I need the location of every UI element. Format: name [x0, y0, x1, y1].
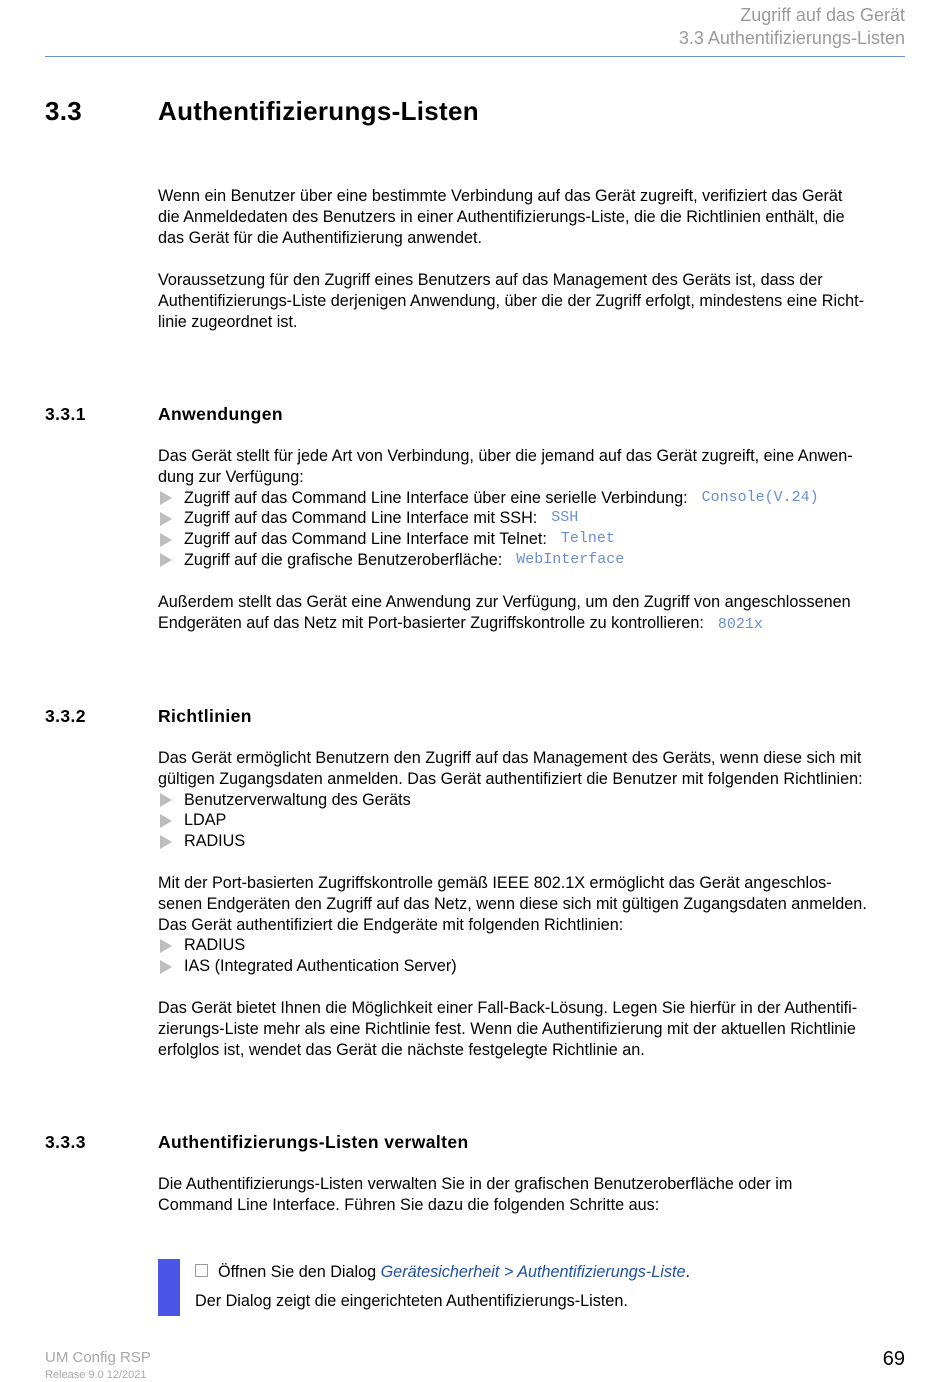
subsection-title: Anwendungen: [158, 404, 283, 424]
list-item-text: LDAP: [184, 811, 227, 830]
page-number: 69: [882, 1348, 905, 1370]
bullet-triangle-icon: [160, 814, 172, 828]
text-line: [158, 613, 908, 636]
subsection-title: Authentifizierungs-Listen verwalten: [158, 1132, 469, 1152]
text-line: die Anmeldedaten des Benutzers in einer Authentifizierungs-Liste, die die Richtlinien enthält, die: [158, 207, 845, 226]
policies-block: [158, 748, 908, 852]
list-item: [158, 508, 908, 529]
section-title: Authentifizierungs-Listen: [158, 96, 479, 126]
ieee-8021x-block: [158, 873, 908, 977]
step-text: Öffnen Sie den Dialog: [218, 1263, 377, 1281]
code-value: Telnet: [560, 530, 615, 548]
list-item-text: Benutzerverwaltung des Geräts: [184, 790, 411, 809]
list-item-text: Zugriff auf das Command Line Interface mit SSH:: [184, 509, 538, 528]
list-item: [158, 550, 908, 571]
bullet-triangle-icon: [160, 960, 172, 974]
text-line: Das Gerät bietet Ihnen die Möglichkeit einer Fall-Back-Lösung. Legen Sie hierfür in der Authentifi-: [158, 999, 858, 1017]
code-value: 8021x: [717, 615, 763, 633]
list-item-text: IAS (Integrated Authentication Server): [184, 957, 457, 976]
text-line: zierungs-Liste mehr als eine Richtlinie fest. Wenn die Authentifizierung mit der aktuellen Richtlinie: [158, 1019, 856, 1038]
text-fragment: Endgeräten auf das Netz mit Port-basierter Zugriffskontrolle zu kontrollieren:: [158, 613, 704, 632]
checkbox-icon: [195, 1264, 208, 1277]
text-line: das Gerät für die Authentifizierung anwendet.: [158, 228, 482, 247]
code-value: Console(V.24): [701, 488, 819, 506]
bullet-triangle-icon: [160, 553, 172, 567]
list-item: [158, 790, 908, 811]
list-item-text: RADIUS: [184, 936, 246, 955]
header-rule: [45, 56, 905, 57]
text-line: Voraussetzung für den Zugriff eines Benutzers auf das Management des Geräts ist, dass der: [158, 271, 823, 289]
subsection-number: 3.3.2: [45, 706, 86, 726]
bullet-triangle-icon: [160, 793, 172, 807]
text-line: gültigen Zugangsdaten anmelden. Das Gerät authentifiziert die Benutzer mit folgenden Richtlinien:: [158, 769, 863, 788]
bullet-triangle-icon: [160, 512, 172, 526]
list-item: [158, 488, 908, 509]
list-item-text: Zugriff auf das Command Line Interface über eine serielle Verbindung:: [184, 488, 688, 507]
bullet-triangle-icon: [160, 939, 172, 953]
list-item-text: Zugriff auf die grafische Benutzeroberfläche:: [184, 550, 503, 569]
footer-document-title: UM Config RSP: [45, 1349, 151, 1366]
list-item-text: RADIUS: [184, 832, 246, 851]
manage-lists-paragraph: [158, 1174, 908, 1216]
text-line: senen Endgeräten den Zugriff auf das Netz, wenn diese sich mit gültigen Zugangsdaten anmelden.: [158, 894, 867, 913]
running-header-chapter: Zugriff auf das Gerät: [740, 5, 905, 25]
bullet-triangle-icon: [160, 533, 172, 547]
subsection-number: 3.3.1: [45, 404, 86, 424]
list-item: [158, 810, 908, 831]
list-item: [158, 831, 908, 852]
list-item: [158, 935, 908, 956]
instruction-step-marker: [158, 1259, 180, 1316]
list-item-text: Zugriff auf das Command Line Interface mit Telnet:: [184, 530, 547, 549]
text-line: dung zur Verfügung:: [158, 467, 304, 486]
text-line: erfolglos ist, wendet das Gerät die nächste festgelegte Richtlinie an.: [158, 1040, 645, 1059]
text-line: Command Line Interface. Führen Sie dazu die folgenden Schritte aus:: [158, 1195, 660, 1214]
text-line: Wenn ein Benutzer über eine bestimmte Verbindung auf das Gerät zugreift, verifiziert das Gerät: [158, 187, 843, 205]
text-line: Das Gerät stellt für jede Art von Verbindung, über die jemand auf das Gerät zugreift, eine Anwen-: [158, 447, 853, 465]
instruction-step: [195, 1262, 690, 1283]
text-line: Das Gerät ermöglicht Benutzern den Zugriff auf das Management des Geräts, wenn diese sich mit: [158, 749, 862, 767]
text-line: Die Authentifizierungs-Listen verwalten Sie in der grafischen Benutzeroberfläche oder im: [158, 1175, 793, 1193]
subsection-title: Richtlinien: [158, 706, 252, 726]
section-number: 3.3: [45, 96, 83, 126]
running-header-section: 3.3 Authentifizierungs-Listen: [678, 28, 905, 48]
section-prerequisite-paragraph: [158, 270, 908, 332]
step-result: Der Dialog zeigt die eingerichteten Authentifizierungs-Listen.: [195, 1292, 628, 1310]
code-value: WebInterface: [516, 550, 625, 568]
section-intro-paragraph: [158, 186, 908, 248]
fallback-paragraph: [158, 998, 908, 1060]
port-access-paragraph: [158, 592, 908, 636]
subsection-number: 3.3.3: [45, 1132, 86, 1152]
text-line: Außerdem stellt das Gerät eine Anwendung zur Verfügung, um den Zugriff von angeschlossenen: [158, 593, 851, 611]
bullet-triangle-icon: [160, 491, 172, 505]
list-item: [158, 956, 908, 977]
list-item: [158, 529, 908, 550]
text-line: Authentifizierungs-Liste derjenigen Anwendung, über die der Zugriff erfolgt, mindestens eine Richt-: [158, 291, 865, 310]
text-line: Mit der Port-basierten Zugriffskontrolle gemäß IEEE 802.1X ermöglicht das Gerät angeschlos-: [158, 874, 832, 892]
step-text-suffix: .: [685, 1263, 690, 1281]
text-line: Das Gerät authentifiziert die Endgeräte mit folgenden Richtlinien:: [158, 915, 624, 934]
bullet-triangle-icon: [160, 835, 172, 849]
text-line: linie zugeordnet ist.: [158, 312, 298, 331]
footer-release: Release 9.0 12/2021: [45, 1369, 147, 1381]
applications-block: [158, 446, 908, 571]
code-value: SSH: [551, 509, 579, 527]
dialog-path-link[interactable]: Gerätesicherheit > Authentifizierungs-Liste: [380, 1263, 686, 1281]
